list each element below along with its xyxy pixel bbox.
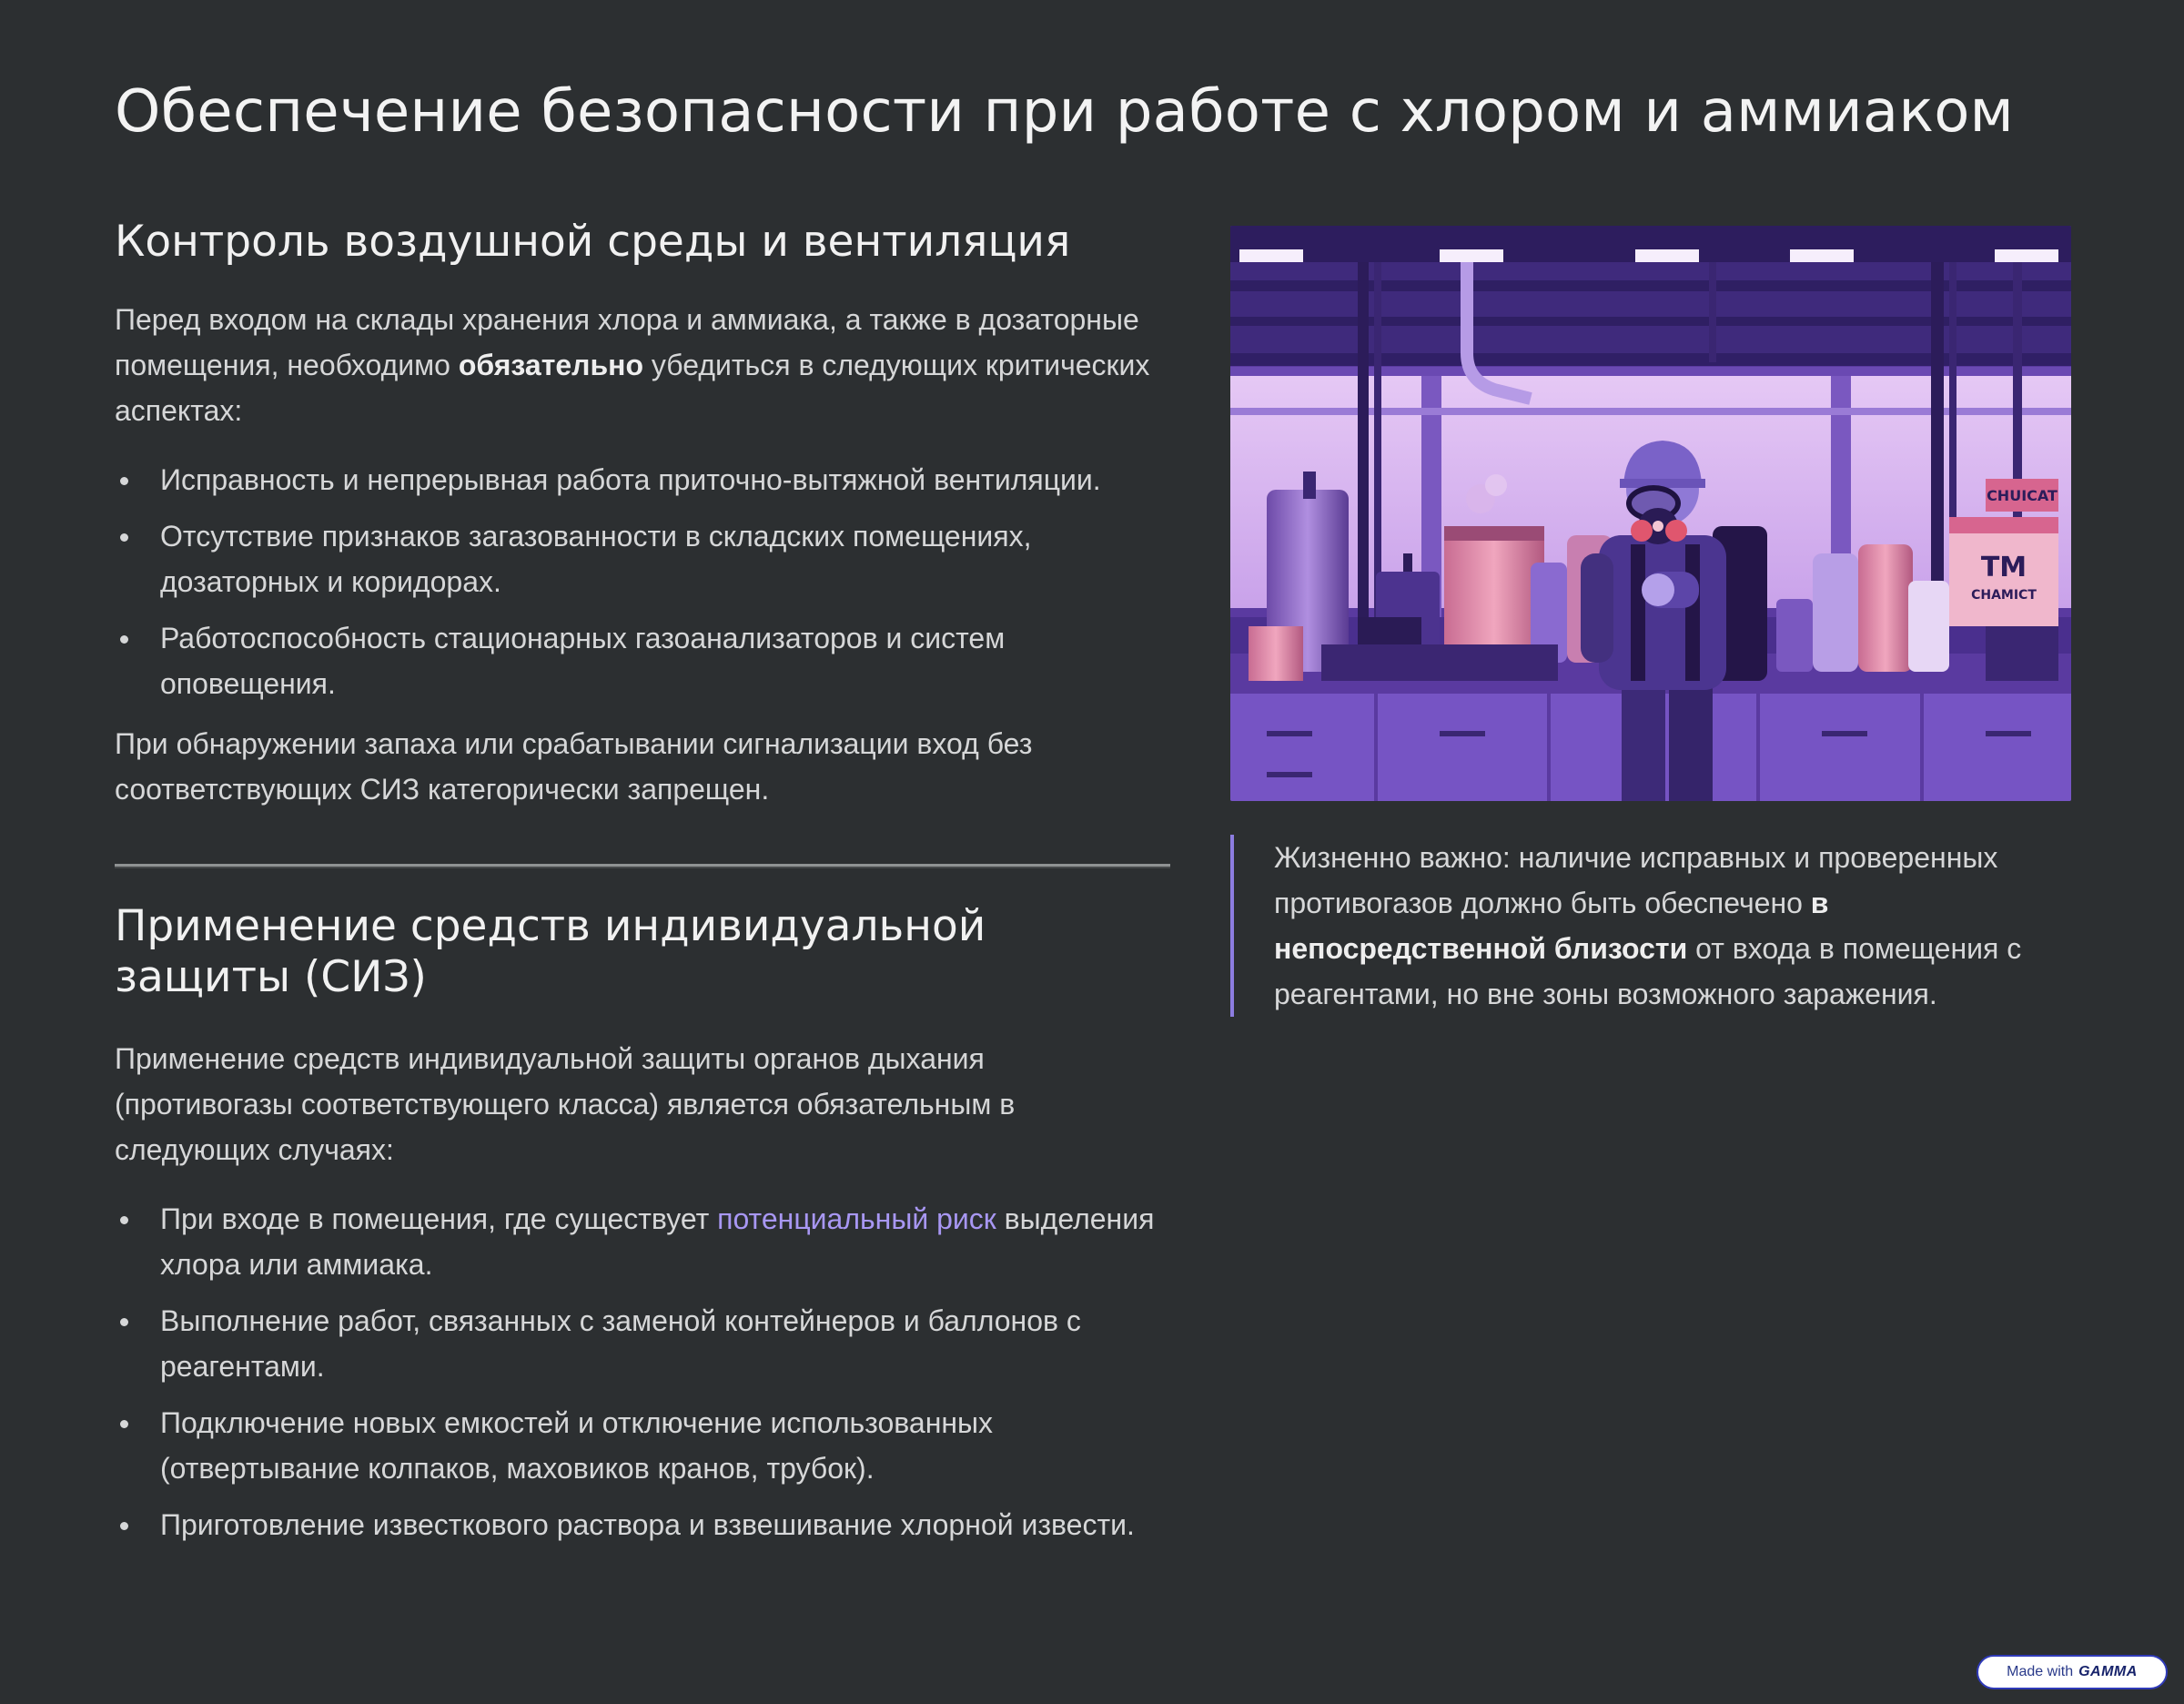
section-heading-air-control: Контроль воздушной среды и вентиляция: [115, 217, 1071, 267]
bullet-dot-icon: [120, 635, 128, 644]
air-control-intro: Перед входом на склады хранения хлора и аммиака, а также в дозаторные помещения, необходимо обязательно убедиться в следующих критических аспектах:: [115, 303, 1150, 427]
right-column: [1230, 226, 2071, 1017]
badge-prefix: Made with: [2007, 1664, 2074, 1679]
bullet-dot-icon: [120, 1318, 128, 1326]
emphasis-mandatory: обязательно: [458, 349, 644, 381]
bullet-dot-icon: [120, 477, 128, 485]
air-control-outro: При обнаружении запаха или срабатывании сигнализации вход без соответствующих СИЗ категорически запрещен.: [115, 727, 1033, 806]
ppe-list: [115, 1196, 1170, 1547]
bullet-dot-icon: [120, 1216, 128, 1224]
list-item: При входе в помещения, где существует потенциальный риск выделения хлора или аммиака.: [115, 1196, 1170, 1287]
list-item: Выполнение работ, связанных с заменой контейнеров и баллонов с реагентами.: [115, 1298, 1170, 1389]
list-item: Приготовление известкового раствора и взвешивание хлорной извести.: [115, 1502, 1170, 1547]
bullet-dot-icon: [120, 533, 128, 542]
lab-worker-gas-mask-illustration: [1230, 226, 2071, 801]
bullet-dot-icon: [120, 1420, 128, 1428]
list-item: Отсутствие признаков загазованности в складских помещениях, дозаторных и коридорах.: [115, 513, 1170, 604]
left-column: [115, 217, 1170, 1558]
callout-quote: Жизненно важно: наличие исправных и проверенных противогазов должно быть обеспечено в непосредственной близости от входа в помещения с реагентами, но вне зоны возможного заражения.: [1230, 835, 2071, 1017]
page-title: Обеспечение безопасности при работе с хлором и аммиаком: [115, 78, 2015, 146]
potential-risk-link[interactable]: потенциальный риск: [717, 1202, 996, 1235]
made-with-gamma-badge[interactable]: [1977, 1655, 2168, 1689]
crate-label-big: TM: [1980, 552, 2027, 583]
ppe-intro: Применение средств индивидуальной защиты органов дыхания (противогазы соответствующего класса) является обязательным в следующих случаях:: [115, 1042, 1016, 1166]
air-control-list: [115, 457, 1170, 706]
list-item: Исправность и непрерывная работа приточно-вытяжной вентиляции.: [115, 457, 1170, 502]
crate-label-top: CHUICAT: [1987, 487, 2058, 504]
section-heading-ppe: Применение средств индивидуальной защиты (СИЗ): [115, 901, 986, 1002]
section-divider: [115, 864, 1170, 868]
emphasis-proximity: в непосредственной близости: [1274, 887, 1829, 965]
list-item: Подключение новых емкостей и отключение использованных (отвертывание колпаков, маховиков кранов, трубок).: [115, 1400, 1170, 1491]
bullet-dot-icon: [120, 1522, 128, 1530]
gamma-logo: GAMMA: [2078, 1664, 2138, 1679]
list-item: Работоспособность стационарных газоанализаторов и систем оповещения.: [115, 615, 1170, 706]
crate-label-small: CHAMICT: [1971, 588, 2037, 603]
